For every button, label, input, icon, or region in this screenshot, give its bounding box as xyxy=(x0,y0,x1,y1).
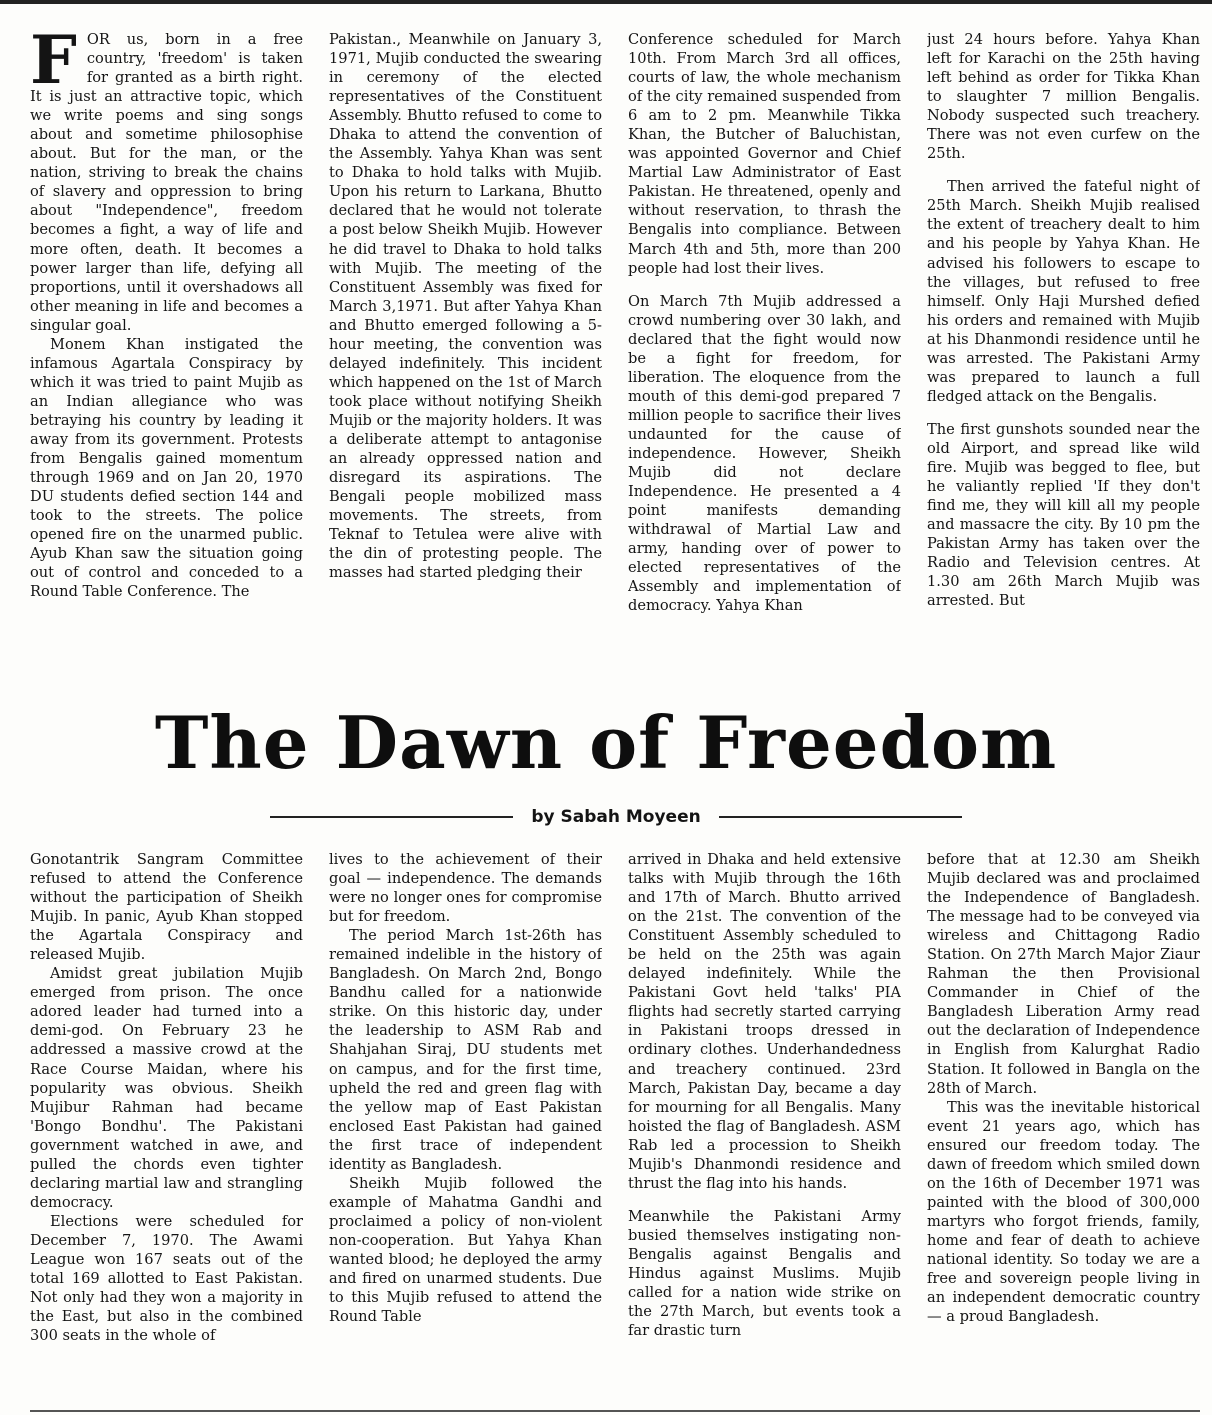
paragraph: The period March 1st-26th has remained indelible in the history of Bangladesh. On March 2nd, Bongo Bandhu called for a nationwide strike. On this historic day, under the leadership to ASM Rab and Shahjahan Siraj, DU students met on campus, and for the first time, upheld the red and green flag with the yellow map of East Pakistan enclosed East Pakistan had gained the first trace of independent identity as Bangladesh. xyxy=(329,927,602,1173)
paragraph: Then arrived the fateful night of 25th March. Sheikh Mujib realised the extent of treachery dealt to him and his people by Yahya Khan. He advised his followers to escape to the villages, but refused to free himself. Only Haji Murshed defied his orders and remained with Mujib at his Dhanmondi residence until he was arrested. The Pakistani Army was prepared to launch a full fledged attack on the Bengalis. xyxy=(927,178,1200,405)
column-3-top xyxy=(628,30,901,696)
paragraph: Elections were scheduled for December 7, 1970. The Awami League won 167 seats out of the total 169 allotted to East Pakistan. Not only had they won a majority in the East, but also in the combined 300 seats in the whole of xyxy=(30,1212,303,1345)
column-4-bottom xyxy=(927,850,1200,1405)
paragraph: Monem Khan instigated the infamous Agartala Conspiracy by which it was tried to paint Mujib as an Indian allegiance who was betraying his country by leading it away from its government. Protests from Bengalis gained momentum through 1969 and on Jan 20, 1970 DU students defied section 144 and took to the streets. The police opened fire on the unarmed public. Ayub Khan saw the situation going out of control and conceded to a Round Table Conference. The xyxy=(30,335,303,601)
article-headline: The Dawn of Freedom xyxy=(154,700,1058,785)
bottom-border-rule xyxy=(30,1410,1200,1412)
article-top-columns xyxy=(30,30,1200,696)
drop-cap: F xyxy=(30,30,77,99)
byline-rule-left xyxy=(270,816,513,818)
byline: by Sabah Moyeen xyxy=(531,807,701,827)
paragraph: Pakistan., Meanwhile on January 3, 1971, Mujib conducted the swearing in ceremony of the elected representatives of the Constituent Assembly. Bhutto refused to come to Dhaka to attend the convention of the Assembly. Yahya Khan was sent to Dhaka to hold talks with Mujib. Upon his return to Larkana, Bhutto declared that he would not tolerate a post below Sheikh Mujib. However he did travel to Dhaka to hold talks with Mujib. The meeting of the Constituent Assembly was fixed for March 3,1971. But after Yahya Khan and Bhutto emerged following a 5-hour meeting, the convention was delayed indefinitely. This incident which happened on the 1st of March took place without notifying Sheikh Mujib or the majority holders. It was a deliberate attempt to antagonise an already oppressed nation and disregard its aspirations. The Bengali people mobilized mass movements. The streets, from Teknaf to Tetulea were alive with the din of protesting people. The masses had started pledging their xyxy=(329,31,602,582)
column-2-top xyxy=(329,30,602,696)
paragraph: The first gunshots sounded near the old Airport, and spread like wild fire. Mujib was begged to flee, but he valiantly replied 'If they don't find me, they will kill all my people and massacre the city. By 10 pm the Pakistan Army has taken over the Radio and Television centres. At 1.30 am 26th March Mujib was arrested. But xyxy=(927,420,1200,610)
column-1-top xyxy=(30,30,303,696)
paragraph: just 24 hours before. Yahya Khan left for Karachi on the 25th having left behind as order for Tikka Khan to slaughter 7 million Bengalis. Nobody suspected such treachery. There was not even curfew on the 25th. xyxy=(927,31,1200,163)
column-1-bottom xyxy=(30,850,303,1405)
paragraph: Meanwhile the Pakistani Army busied themselves instigating non-Bengalis against Bengalis and Hindus against Muslims. Mujib called for a nation wide strike on the 27th March, but events took a far drastic turn xyxy=(628,1207,901,1340)
column-4-top xyxy=(927,30,1200,696)
byline-row xyxy=(270,800,962,834)
paragraph: arrived in Dhaka and held extensive talks with Mujib through the 16th and 17th of March. Bhutto arrived on the 21st. The convention of the Constituent Assembly scheduled to be held on the 25th was again delayed indefinitely. While the Pakistani Govt held 'talks' PIA flights had secretly started carrying in Pakistani troops dressed in ordinary clothes. Underhandedness and treachery continued. 23rd March, Pakistan Day, became a day for mourning for all Bengalis. Many hoisted the flag of Bangladesh. ASM Rab led a procession to Sheikh Mujib's Dhanmondi residence and thrust the flag into his hands. xyxy=(628,851,901,1192)
article-bottom-columns xyxy=(30,850,1200,1405)
paragraph: On March 7th Mujib addressed a crowd numbering over 30 lakh, and declared that the fight would now be a fight for freedom, for liberation. The eloquence from the mouth of this demi-god prepared 7 million people to sacrifice their lives undaunted for the cause of independence. However, Sheikh Mujib did not declare Independence. He presented a 4 point manifests demanding withdrawal of Martial Law and army, handing over of power to elected representatives of the Assembly and implementation of democracy. Yahya Khan xyxy=(628,292,901,615)
top-border-rule xyxy=(0,0,1212,4)
paragraph: This was the inevitable historical event 21 years ago, which has ensured our freedom today. The dawn of freedom which smiled down on the 16th of December 1971 was painted with the blood of 300,000 martyrs who forgot friends, family, home and fear of death to achieve national identity. So today we are a free and sovereign people living in an independent democratic country — a proud Bangladesh. xyxy=(927,1098,1200,1326)
paragraph: OR us, born in a free country, 'freedom' is taken for granted as a birth right. It is just an attractive topic, which we write poems and sing songs about and sometime philosophise about. But for the man, or the nation, striving to break the chains of slavery and oppression to bring about "Independence", freedom becomes a fight, a way of life and more often, death. It becomes a power larger than life, defying all proportions, until it overshadows all other meaning in life and becomes a singular goal. xyxy=(30,31,303,334)
byline-rule-right xyxy=(719,816,962,818)
paragraph: Amidst great jubilation Mujib emerged from prison. The once adored leader had turned into a demi-god. On February 23 he addressed a massive crowd at the Race Course Maidan, where his popularity was obvious. Sheikh Mujibur Rahman had became 'Bongo Bondhu'. The Pakistani government watched in awe, and pulled the chords even tighter declaring martial law and strangling democracy. xyxy=(30,965,303,1211)
paragraph: Gonotantrik Sangram Committee refused to attend the Conference without the participation of Sheikh Mujib. In panic, Ayub Khan stopped the Agartala Conspiracy and released Mujib. xyxy=(30,851,303,964)
paragraph: lives to the achievement of their goal — independence. The demands were no longer ones for compromise but for freedom. xyxy=(329,851,602,926)
column-2-bottom xyxy=(329,850,602,1405)
paragraph: Conference scheduled for March 10th. From March 3rd all offices, courts of law, the whole mechanism of the city remained suspended from 6 am to 2 pm. Meanwhile Tikka Khan, the Butcher of Baluchistan, was appointed Governor and Chief Martial Law Administrator of East Pakistan. He threatened, openly and without reservation, to thrash the Bengalis into compliance. Between March 4th and 5th, more than 200 people had lost their lives. xyxy=(628,31,901,277)
paragraph: Sheikh Mujib followed the example of Mahatma Gandhi and proclaimed a policy of non-violent non-cooperation. But Yahya Khan wanted blood; he deployed the army and fired on unarmed students. Due to this Mujib refused to attend the Round Table xyxy=(329,1174,602,1326)
paragraph: before that at 12.30 am Sheikh Mujib declared was and proclaimed the Independence of Bangladesh. The message had to be conveyed via wireless and Chittagong Radio Station. On 27th March Major Ziaur Rahman the then Provisional Commander in Chief of the Bangladesh Liberation Army read out the declaration of Independence in English from Kalurghat Radio Station. It followed in Bangla on the 28th of March. xyxy=(927,851,1200,1097)
column-3-bottom xyxy=(628,850,901,1405)
